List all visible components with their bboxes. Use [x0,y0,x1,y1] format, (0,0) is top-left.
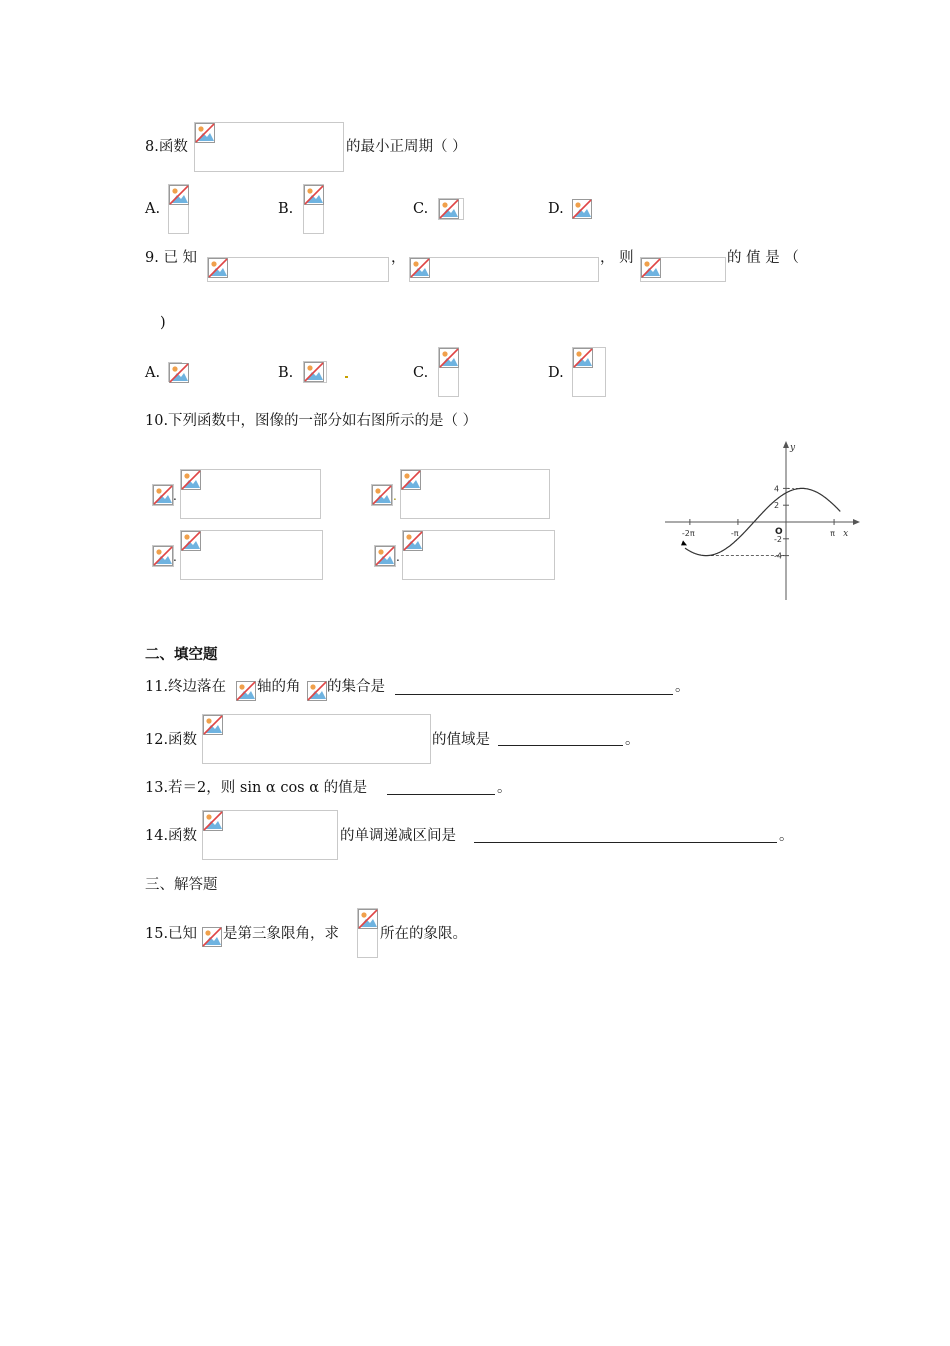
q9-close-paren: ) [160,315,166,331]
q8-option-d-image [572,199,592,219]
q13-end: 。 [497,780,512,796]
q11-mid-2: 的集合是 [327,679,385,695]
broken-image-icon [203,811,223,831]
sine-graph [660,436,870,606]
q11-axis-image [236,681,256,699]
q12-function-image [202,714,431,764]
broken-image-icon [372,485,392,505]
q10-option-b-label-image [371,484,393,506]
broken-image-icon [358,909,378,929]
q15-half-alpha-image [357,908,378,958]
broken-image-icon [181,531,201,551]
broken-image-icon [208,258,228,278]
q10-option-c-label-image [152,545,174,567]
q9-option-a-label: A. [145,365,161,381]
q14-mid: 的单调递减区间是 [340,828,456,844]
broken-image-icon [169,363,181,383]
q10-option-d-dot: . [396,550,400,564]
section-2-title: 二、填空题 [145,647,218,663]
q9-option-a-image [168,362,182,382]
y-axis-label: y [790,443,796,453]
x-axis-arrow [853,519,860,525]
q12-prefix: 12.函数 [145,732,198,748]
broken-image-icon [439,348,459,368]
y-tick-label: 4 [774,484,780,494]
q8-option-c-image [438,198,464,220]
y-tick-label: -4 [774,551,782,561]
q14-answer-blank[interactable] [474,842,777,843]
stray-dot [345,376,348,378]
broken-image-icon [307,681,327,701]
q9-option-d-label: D. [548,365,564,381]
q9-option-b-image [303,361,327,383]
broken-image-icon [403,531,423,551]
y-tick-label: -2 [774,534,782,544]
q8-option-d-label: D. [548,201,564,217]
q9-given-image-2 [409,257,599,282]
q9-option-c-label: C. [413,365,429,381]
broken-image-icon [181,470,201,490]
q14-end: 。 [779,828,794,844]
broken-image-icon [203,715,223,735]
broken-image-icon [195,123,215,143]
broken-image-icon [439,199,459,219]
q9-expression-image [640,257,726,282]
q15-alpha-image [202,927,222,945]
broken-image-icon [153,546,173,566]
q9-prefix: 9. 已 知 [145,250,198,266]
broken-image-icon [401,470,421,490]
broken-image-icon [641,258,661,278]
q8-option-b-image [303,184,324,234]
q15-end: 所在的象限。 [380,926,467,942]
broken-image-icon [153,485,173,505]
broken-image-icon [202,927,222,947]
q15-prefix: 15.已知 [145,926,198,942]
broken-image-icon [573,348,593,368]
q8-option-a-image [168,184,189,234]
q10-stem: 10.下列函数中，图像的一部分如右图所示的是（ ） [145,413,478,429]
q12-answer-blank[interactable] [498,745,623,746]
q15-mid: 是第三象限角，求 [223,926,339,942]
q11-end: 。 [675,679,690,695]
q10-option-b-image [400,469,550,519]
q11-angle-image [307,681,327,699]
x-tick-label: -2π [681,529,695,538]
broken-image-icon [410,258,430,278]
q10-option-a-dot: . [173,489,177,503]
y-axis-arrow [783,441,789,448]
q9-option-c-image [438,347,459,397]
q9-suffix: 的 值 是 （ [727,250,799,266]
q8-suffix: 的最小正周期（ ） [346,139,467,155]
q9-option-b-label: B. [278,365,294,381]
q11-mid-1: 轴的角 [257,679,301,695]
q12-end: 。 [625,732,640,748]
q10-option-b-dot: . [393,489,397,503]
q13-text: 13.若＝2，则 sin α cos α 的值是 [145,780,368,796]
broken-image-icon [375,546,395,566]
q10-option-c-dot: . [173,550,177,564]
q9-separator-2: ， 则 [600,250,634,266]
q9-separator-1: ， [391,250,406,266]
q9-given-image-1 [207,257,389,282]
x-tick-label: -π [730,529,739,538]
broken-image-icon [236,681,256,701]
q11-prefix: 11.终边落在 [145,679,227,695]
q10-option-c-image [180,530,323,580]
origin-label: O [775,527,783,537]
broken-image-icon [304,185,324,205]
x-tick-label: π [830,529,835,538]
sine-graph-svg [660,436,870,606]
q10-option-d-image [402,530,555,580]
x-axis-label: x [843,529,849,539]
q13-answer-blank[interactable] [387,794,495,795]
q8-option-a-label: A. [145,201,161,217]
broken-image-icon [304,362,324,382]
q12-mid: 的值域是 [432,732,490,748]
broken-image-icon [169,185,189,205]
section-3-title: 三、解答题 [145,877,218,893]
q8-prefix: 8.函数 [145,139,188,155]
q14-function-image [202,810,338,860]
q9-option-d-image [572,347,606,397]
q8-function-image [194,122,344,172]
q10-option-a-label-image [152,484,174,506]
q8-option-c-label: C. [413,201,429,217]
q10-option-a-image [180,469,321,519]
y-tick-label: 2 [774,501,780,511]
broken-image-icon [572,199,592,219]
curve-arrow [681,540,687,545]
q8-option-b-label: B. [278,201,294,217]
q11-answer-blank[interactable] [395,694,673,695]
q10-option-d-label-image [374,545,396,567]
q14-prefix: 14.函数 [145,828,198,844]
